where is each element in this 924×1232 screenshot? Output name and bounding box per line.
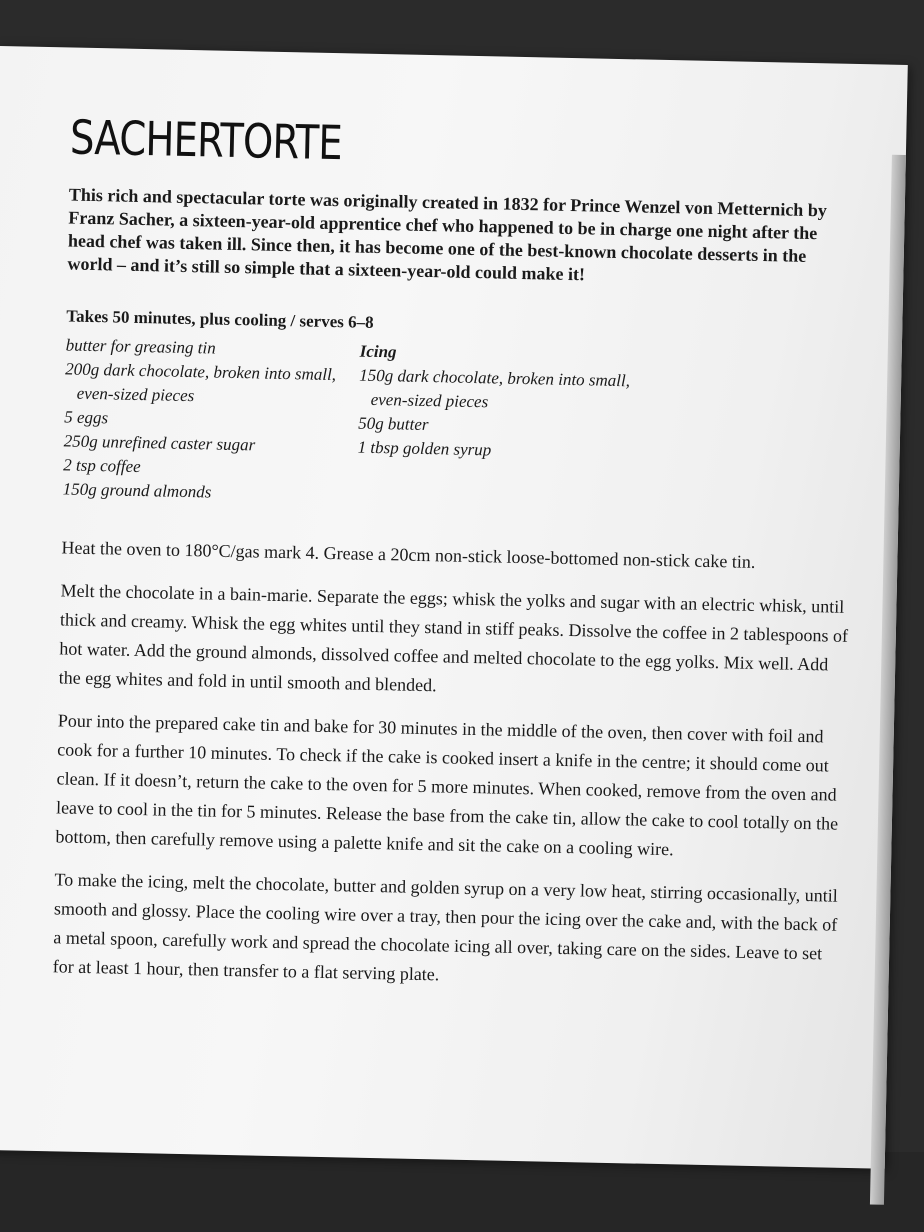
- cake-ingredients-list: [62, 333, 359, 507]
- ingredient-item: 1 tbsp golden syrup: [357, 437, 492, 460]
- method-step: Melt the chocolate in a bain-marie. Separate the eggs; whisk the yolks and sugar with an electric whisk, until thick and creamy. Whisk the egg whites until they stand in stiff peaks. Dissolve the coffee in 2 tablespoons of hot water. Add the ground almonds, dissolved coffee and melted chocolate to the egg yolks. Mix well. Add the egg whites and fold in until smooth and blended.: [58, 580, 849, 696]
- recipe-meta: Takes 50 minutes, plus cooling / serves 6–8: [66, 306, 374, 332]
- method-section: [52, 533, 851, 997]
- ingredient-item: 200g dark chocolate, broken into small, even-sized pieces: [65, 359, 337, 406]
- recipe-title: SACHERTORTE: [69, 110, 343, 172]
- icing-ingredients-list: [356, 340, 659, 514]
- ingredient-item: 150g dark chocolate, broken into small, even-sized pieces: [358, 365, 631, 412]
- ingredient-item: 50g butter: [357, 413, 429, 435]
- ingredient-item: 250g unrefined caster sugar: [63, 431, 256, 455]
- ingredient-item: butter for greasing tin: [65, 335, 216, 358]
- method-step: To make the icing, melt the chocolate, butter and golden syrup on a very low heat, stirring occasionally, until smooth and glossy. Place the cooling wire over a tray, then pour the icing over the cake and, with the back of a metal spoon, carefully work and spread the chocolate icing all over, taking care on the sides. Leave to set for at least 1 hour, then transfer to a flat serving plate.: [52, 869, 838, 985]
- page-edge: [870, 155, 906, 1205]
- method-step: Heat the oven to 180°C/gas mark 4. Grease a 20cm non-stick loose-bottomed non-stick cake tin.: [61, 537, 756, 572]
- ingredient-item: 5 eggs: [64, 407, 109, 428]
- recipe-intro: This rich and spectacular torte was originally created in 1832 for Prince Wenzel von Metternich by Franz Sacher, a sixteen-year-old apprentice chef who happened to be in charge one night after the head chef was taken ill. Since then, it has become one of the best-known chocolate desserts in the world – and it’s still so simple that a sixteen-year-old could make it!: [67, 184, 828, 285]
- book-page: [0, 46, 908, 1169]
- ingredient-item: 2 tsp coffee: [63, 455, 141, 477]
- method-step: Pour into the prepared cake tin and bake for 30 minutes in the middle of the oven, then cover with foil and cook for a further 10 minutes. To check if the cake is cooked insert a knife in the centre; it should come out clean. If it doesn’t, return the cake to the oven for 5 more minutes. When cooked, remove from the oven and leave to cool in the tin for 5 minutes. Release the base from the cake tin, allow the cake to cool totally on the bottom, then carefully remove using a palette knife and sit the cake on a cooling wire.: [55, 710, 839, 860]
- ingredients-block: [62, 333, 855, 518]
- icing-heading: Icing: [359, 341, 397, 362]
- ingredient-item: 150g ground almonds: [62, 479, 212, 502]
- recipe-content: [52, 109, 860, 1011]
